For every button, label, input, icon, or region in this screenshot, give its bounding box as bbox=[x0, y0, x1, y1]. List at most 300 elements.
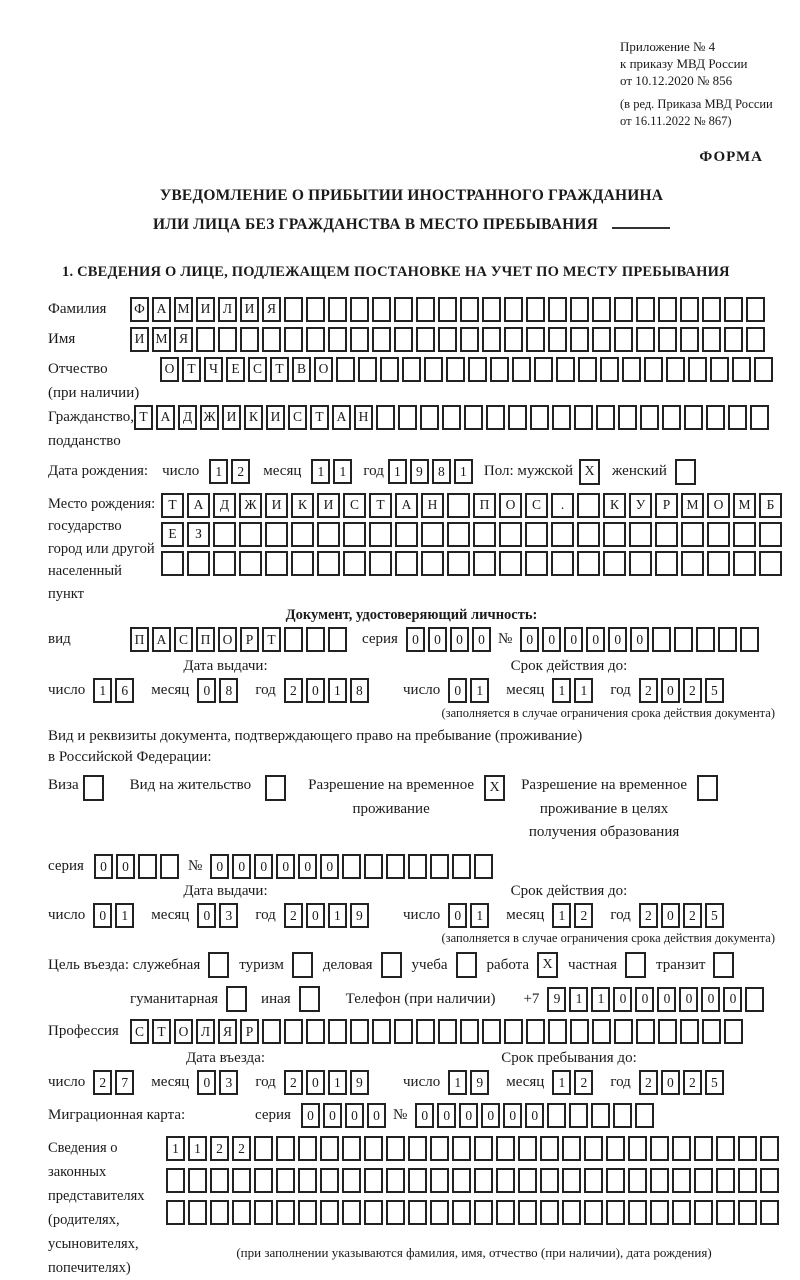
form-cell[interactable]: 8 bbox=[350, 678, 369, 703]
form-cell[interactable] bbox=[724, 1019, 743, 1044]
form-cell[interactable]: П bbox=[196, 627, 215, 652]
form-cell[interactable] bbox=[276, 1168, 295, 1193]
form-cell[interactable] bbox=[265, 551, 288, 576]
form-cell[interactable]: М bbox=[733, 493, 756, 518]
form-cell[interactable]: 6 bbox=[115, 678, 134, 703]
form-cell[interactable] bbox=[724, 297, 743, 322]
form-cell[interactable] bbox=[239, 522, 262, 547]
form-cell[interactable]: 0 bbox=[306, 678, 325, 703]
form-cell[interactable] bbox=[276, 1136, 295, 1161]
form-cell[interactable] bbox=[618, 405, 637, 430]
form-cell[interactable]: 2 bbox=[232, 1136, 251, 1161]
form-cell[interactable] bbox=[584, 1168, 603, 1193]
form-cell[interactable] bbox=[210, 1168, 229, 1193]
form-cell[interactable] bbox=[482, 297, 501, 322]
form-cell[interactable] bbox=[438, 327, 457, 352]
form-cell[interactable] bbox=[584, 1200, 603, 1225]
form-cell[interactable] bbox=[551, 522, 574, 547]
form-cell[interactable] bbox=[342, 1136, 361, 1161]
purpose-tranzit-checkbox[interactable] bbox=[713, 952, 734, 978]
form-cell[interactable] bbox=[745, 987, 764, 1012]
form-cell[interactable]: 0 bbox=[520, 627, 539, 652]
form-cell[interactable]: К bbox=[244, 405, 263, 430]
form-cell[interactable]: О bbox=[218, 627, 237, 652]
form-cell[interactable] bbox=[526, 327, 545, 352]
form-cell[interactable] bbox=[650, 1136, 669, 1161]
form-cell[interactable] bbox=[710, 357, 729, 382]
form-cell[interactable] bbox=[284, 627, 303, 652]
form-cell[interactable]: 5 bbox=[705, 678, 724, 703]
form-cell[interactable]: 2 bbox=[284, 903, 303, 928]
form-cell[interactable]: 0 bbox=[679, 987, 698, 1012]
form-cell[interactable]: И bbox=[317, 493, 340, 518]
form-cell[interactable] bbox=[738, 1200, 757, 1225]
purpose-inaya-checkbox[interactable] bbox=[299, 986, 320, 1012]
form-cell[interactable] bbox=[380, 357, 399, 382]
form-cell[interactable]: 8 bbox=[432, 459, 451, 484]
form-cell[interactable] bbox=[320, 1200, 339, 1225]
form-cell[interactable]: 1 bbox=[574, 678, 593, 703]
form-cell[interactable]: 2 bbox=[284, 678, 303, 703]
form-cell[interactable]: 1 bbox=[552, 1070, 571, 1095]
form-cell[interactable] bbox=[716, 1168, 735, 1193]
form-cell[interactable] bbox=[592, 297, 611, 322]
form-cell[interactable]: И bbox=[222, 405, 241, 430]
form-cell[interactable]: И bbox=[266, 405, 285, 430]
form-cell[interactable] bbox=[577, 493, 600, 518]
form-cell[interactable]: 0 bbox=[210, 854, 229, 879]
form-cell[interactable]: 1 bbox=[552, 903, 571, 928]
form-cell[interactable]: И bbox=[240, 297, 259, 322]
form-cell[interactable] bbox=[460, 297, 479, 322]
form-cell[interactable]: 0 bbox=[94, 854, 113, 879]
form-cell[interactable]: П bbox=[130, 627, 149, 652]
form-cell[interactable]: 0 bbox=[306, 1070, 325, 1095]
form-cell[interactable] bbox=[160, 854, 179, 879]
form-cell[interactable]: 8 bbox=[219, 678, 238, 703]
form-cell[interactable]: М bbox=[152, 327, 171, 352]
form-cell[interactable] bbox=[188, 1168, 207, 1193]
form-cell[interactable] bbox=[728, 405, 747, 430]
form-cell[interactable]: Е bbox=[161, 522, 184, 547]
form-cell[interactable] bbox=[628, 1168, 647, 1193]
form-cell[interactable]: 1 bbox=[552, 678, 571, 703]
form-cell[interactable] bbox=[680, 327, 699, 352]
form-cell[interactable] bbox=[350, 327, 369, 352]
form-cell[interactable] bbox=[364, 1200, 383, 1225]
form-cell[interactable]: 9 bbox=[350, 903, 369, 928]
form-cell[interactable]: Я bbox=[262, 297, 281, 322]
option-visa-checkbox[interactable] bbox=[83, 775, 104, 801]
form-cell[interactable]: 1 bbox=[115, 903, 134, 928]
form-cell[interactable] bbox=[474, 1136, 493, 1161]
form-cell[interactable]: 0 bbox=[320, 854, 339, 879]
form-cell[interactable] bbox=[284, 297, 303, 322]
form-cell[interactable] bbox=[518, 1168, 537, 1193]
form-cell[interactable]: 2 bbox=[639, 678, 658, 703]
form-cell[interactable] bbox=[306, 327, 325, 352]
form-cell[interactable]: 0 bbox=[586, 627, 605, 652]
form-cell[interactable]: С bbox=[343, 493, 366, 518]
form-cell[interactable] bbox=[540, 1168, 559, 1193]
purpose-chastnaya-checkbox[interactable] bbox=[625, 952, 646, 978]
form-cell[interactable] bbox=[490, 357, 509, 382]
form-cell[interactable]: В bbox=[292, 357, 311, 382]
form-cell[interactable] bbox=[320, 1136, 339, 1161]
form-cell[interactable] bbox=[592, 1019, 611, 1044]
form-cell[interactable]: 2 bbox=[683, 1070, 702, 1095]
form-cell[interactable] bbox=[759, 551, 782, 576]
form-cell[interactable]: 0 bbox=[276, 854, 295, 879]
form-cell[interactable]: Р bbox=[655, 493, 678, 518]
form-cell[interactable]: О bbox=[499, 493, 522, 518]
form-cell[interactable] bbox=[328, 1019, 347, 1044]
form-cell[interactable] bbox=[328, 297, 347, 322]
form-cell[interactable]: О bbox=[707, 493, 730, 518]
form-cell[interactable] bbox=[239, 551, 262, 576]
form-cell[interactable] bbox=[636, 1019, 655, 1044]
form-cell[interactable]: 0 bbox=[608, 627, 627, 652]
form-cell[interactable] bbox=[738, 1136, 757, 1161]
form-cell[interactable] bbox=[504, 327, 523, 352]
form-cell[interactable] bbox=[421, 551, 444, 576]
form-cell[interactable] bbox=[213, 551, 236, 576]
form-cell[interactable] bbox=[369, 551, 392, 576]
form-cell[interactable]: С bbox=[288, 405, 307, 430]
form-cell[interactable] bbox=[760, 1168, 779, 1193]
form-cell[interactable] bbox=[540, 1200, 559, 1225]
form-cell[interactable] bbox=[680, 1019, 699, 1044]
form-cell[interactable] bbox=[474, 1200, 493, 1225]
option-residence-permit-checkbox[interactable] bbox=[265, 775, 286, 801]
form-cell[interactable] bbox=[525, 522, 548, 547]
form-cell[interactable] bbox=[430, 1168, 449, 1193]
form-cell[interactable] bbox=[473, 551, 496, 576]
form-cell[interactable]: 7 bbox=[115, 1070, 134, 1095]
form-cell[interactable] bbox=[452, 1168, 471, 1193]
form-cell[interactable] bbox=[306, 627, 325, 652]
form-cell[interactable]: Д bbox=[178, 405, 197, 430]
form-cell[interactable] bbox=[613, 1103, 632, 1128]
form-cell[interactable]: 0 bbox=[661, 1070, 680, 1095]
form-cell[interactable]: Е bbox=[226, 357, 245, 382]
form-cell[interactable]: З bbox=[187, 522, 210, 547]
form-cell[interactable] bbox=[570, 297, 589, 322]
form-cell[interactable] bbox=[518, 1200, 537, 1225]
form-cell[interactable] bbox=[606, 1200, 625, 1225]
form-cell[interactable]: 0 bbox=[93, 903, 112, 928]
form-cell[interactable] bbox=[658, 297, 677, 322]
form-cell[interactable]: 0 bbox=[367, 1103, 386, 1128]
form-cell[interactable] bbox=[446, 357, 465, 382]
form-cell[interactable] bbox=[548, 327, 567, 352]
form-cell[interactable] bbox=[343, 551, 366, 576]
form-cell[interactable] bbox=[420, 405, 439, 430]
form-cell[interactable]: Т bbox=[369, 493, 392, 518]
form-cell[interactable] bbox=[584, 1136, 603, 1161]
form-cell[interactable] bbox=[232, 1200, 251, 1225]
form-cell[interactable]: 5 bbox=[705, 903, 724, 928]
form-cell[interactable] bbox=[482, 1019, 501, 1044]
form-cell[interactable] bbox=[496, 1200, 515, 1225]
form-cell[interactable] bbox=[210, 1200, 229, 1225]
form-cell[interactable] bbox=[603, 522, 626, 547]
form-cell[interactable]: 0 bbox=[448, 903, 467, 928]
form-cell[interactable] bbox=[760, 1136, 779, 1161]
form-cell[interactable] bbox=[291, 551, 314, 576]
form-cell[interactable] bbox=[574, 405, 593, 430]
form-cell[interactable] bbox=[518, 1136, 537, 1161]
form-cell[interactable]: Р bbox=[240, 627, 259, 652]
form-cell[interactable]: 1 bbox=[454, 459, 473, 484]
form-cell[interactable] bbox=[460, 1019, 479, 1044]
form-cell[interactable] bbox=[760, 1200, 779, 1225]
form-cell[interactable] bbox=[408, 854, 427, 879]
form-cell[interactable] bbox=[496, 1136, 515, 1161]
form-cell[interactable] bbox=[447, 522, 470, 547]
form-cell[interactable] bbox=[161, 551, 184, 576]
form-cell[interactable]: 0 bbox=[254, 854, 273, 879]
form-cell[interactable] bbox=[534, 357, 553, 382]
form-cell[interactable] bbox=[694, 1168, 713, 1193]
form-cell[interactable] bbox=[562, 1136, 581, 1161]
form-cell[interactable] bbox=[569, 1103, 588, 1128]
form-cell[interactable]: 0 bbox=[661, 678, 680, 703]
form-cell[interactable] bbox=[254, 1200, 273, 1225]
form-cell[interactable] bbox=[474, 1168, 493, 1193]
form-cell[interactable] bbox=[328, 627, 347, 652]
form-cell[interactable]: 1 bbox=[591, 987, 610, 1012]
form-cell[interactable] bbox=[512, 357, 531, 382]
form-cell[interactable] bbox=[452, 854, 471, 879]
form-cell[interactable]: А bbox=[152, 297, 171, 322]
sex-male-checkbox[interactable]: X bbox=[579, 459, 600, 485]
form-cell[interactable]: Т bbox=[262, 627, 281, 652]
form-cell[interactable] bbox=[672, 1136, 691, 1161]
form-cell[interactable] bbox=[196, 327, 215, 352]
form-cell[interactable]: 1 bbox=[93, 678, 112, 703]
form-cell[interactable]: 0 bbox=[613, 987, 632, 1012]
form-cell[interactable]: 0 bbox=[301, 1103, 320, 1128]
form-cell[interactable] bbox=[551, 551, 574, 576]
form-cell[interactable] bbox=[540, 1136, 559, 1161]
form-cell[interactable] bbox=[438, 1019, 457, 1044]
form-cell[interactable] bbox=[284, 1019, 303, 1044]
form-cell[interactable] bbox=[499, 522, 522, 547]
form-cell[interactable] bbox=[706, 405, 725, 430]
form-cell[interactable] bbox=[474, 854, 493, 879]
form-cell[interactable] bbox=[416, 327, 435, 352]
form-cell[interactable] bbox=[317, 522, 340, 547]
form-cell[interactable]: Н bbox=[421, 493, 444, 518]
form-cell[interactable]: 2 bbox=[284, 1070, 303, 1095]
form-cell[interactable]: 1 bbox=[328, 1070, 347, 1095]
option-temp-residence-education-checkbox[interactable] bbox=[697, 775, 718, 801]
form-cell[interactable]: 0 bbox=[481, 1103, 500, 1128]
form-cell[interactable] bbox=[328, 327, 347, 352]
form-cell[interactable] bbox=[591, 1103, 610, 1128]
purpose-sluzhebnaya-checkbox[interactable] bbox=[208, 952, 229, 978]
form-cell[interactable] bbox=[499, 551, 522, 576]
form-cell[interactable] bbox=[759, 522, 782, 547]
form-cell[interactable]: О bbox=[314, 357, 333, 382]
form-cell[interactable]: А bbox=[156, 405, 175, 430]
form-cell[interactable]: 1 bbox=[333, 459, 352, 484]
form-cell[interactable] bbox=[508, 405, 527, 430]
form-cell[interactable] bbox=[364, 854, 383, 879]
form-cell[interactable]: 0 bbox=[415, 1103, 434, 1128]
form-cell[interactable]: 0 bbox=[406, 627, 425, 652]
form-cell[interactable] bbox=[636, 297, 655, 322]
form-cell[interactable]: 1 bbox=[209, 459, 228, 484]
form-cell[interactable] bbox=[394, 1019, 413, 1044]
form-cell[interactable] bbox=[240, 327, 259, 352]
form-cell[interactable] bbox=[254, 1136, 273, 1161]
form-cell[interactable]: С bbox=[174, 627, 193, 652]
form-cell[interactable] bbox=[188, 1200, 207, 1225]
form-cell[interactable]: 1 bbox=[448, 1070, 467, 1095]
sex-female-checkbox[interactable] bbox=[675, 459, 696, 485]
form-cell[interactable] bbox=[707, 522, 730, 547]
form-cell[interactable] bbox=[166, 1200, 185, 1225]
form-cell[interactable] bbox=[262, 327, 281, 352]
form-cell[interactable] bbox=[750, 405, 769, 430]
form-cell[interactable]: Ч bbox=[204, 357, 223, 382]
form-cell[interactable]: 1 bbox=[188, 1136, 207, 1161]
form-cell[interactable]: 2 bbox=[683, 678, 702, 703]
form-cell[interactable]: 0 bbox=[448, 678, 467, 703]
form-cell[interactable] bbox=[702, 297, 721, 322]
form-cell[interactable]: 5 bbox=[705, 1070, 724, 1095]
form-cell[interactable] bbox=[486, 405, 505, 430]
form-cell[interactable] bbox=[629, 522, 652, 547]
form-cell[interactable] bbox=[600, 357, 619, 382]
form-cell[interactable] bbox=[424, 357, 443, 382]
form-cell[interactable] bbox=[372, 327, 391, 352]
form-cell[interactable]: 2 bbox=[231, 459, 250, 484]
form-cell[interactable] bbox=[658, 1019, 677, 1044]
form-cell[interactable]: 0 bbox=[525, 1103, 544, 1128]
form-cell[interactable] bbox=[603, 551, 626, 576]
form-cell[interactable]: 0 bbox=[197, 1070, 216, 1095]
form-cell[interactable] bbox=[416, 1019, 435, 1044]
form-cell[interactable] bbox=[650, 1168, 669, 1193]
form-cell[interactable]: 2 bbox=[574, 903, 593, 928]
form-cell[interactable] bbox=[298, 1168, 317, 1193]
form-cell[interactable] bbox=[562, 1200, 581, 1225]
form-cell[interactable]: 0 bbox=[197, 678, 216, 703]
form-cell[interactable]: 9 bbox=[350, 1070, 369, 1095]
form-cell[interactable]: 0 bbox=[428, 627, 447, 652]
form-cell[interactable]: У bbox=[629, 493, 652, 518]
form-cell[interactable] bbox=[724, 327, 743, 352]
form-cell[interactable] bbox=[716, 1200, 735, 1225]
form-cell[interactable] bbox=[394, 297, 413, 322]
form-cell[interactable] bbox=[688, 357, 707, 382]
form-cell[interactable]: 0 bbox=[232, 854, 251, 879]
form-cell[interactable] bbox=[577, 551, 600, 576]
form-cell[interactable] bbox=[464, 405, 483, 430]
form-cell[interactable] bbox=[578, 357, 597, 382]
form-cell[interactable] bbox=[473, 522, 496, 547]
form-cell[interactable] bbox=[421, 522, 444, 547]
form-cell[interactable] bbox=[452, 1200, 471, 1225]
form-cell[interactable] bbox=[672, 1200, 691, 1225]
form-cell[interactable] bbox=[504, 1019, 523, 1044]
form-cell[interactable] bbox=[570, 327, 589, 352]
form-cell[interactable]: 2 bbox=[210, 1136, 229, 1161]
form-cell[interactable] bbox=[525, 551, 548, 576]
form-cell[interactable] bbox=[372, 297, 391, 322]
form-cell[interactable]: Л bbox=[196, 1019, 215, 1044]
form-cell[interactable]: Я bbox=[218, 1019, 237, 1044]
purpose-turizm-checkbox[interactable] bbox=[292, 952, 313, 978]
form-cell[interactable] bbox=[577, 522, 600, 547]
form-cell[interactable] bbox=[342, 1200, 361, 1225]
form-cell[interactable]: 9 bbox=[410, 459, 429, 484]
form-cell[interactable] bbox=[386, 1136, 405, 1161]
form-cell[interactable]: Л bbox=[218, 297, 237, 322]
form-cell[interactable]: Т bbox=[270, 357, 289, 382]
purpose-ucheba-checkbox[interactable] bbox=[456, 952, 477, 978]
form-cell[interactable] bbox=[376, 405, 395, 430]
form-cell[interactable] bbox=[468, 357, 487, 382]
form-cell[interactable]: А bbox=[332, 405, 351, 430]
form-cell[interactable] bbox=[430, 1200, 449, 1225]
form-cell[interactable] bbox=[232, 1168, 251, 1193]
form-cell[interactable] bbox=[738, 1168, 757, 1193]
form-cell[interactable] bbox=[317, 551, 340, 576]
form-cell[interactable] bbox=[614, 297, 633, 322]
form-cell[interactable] bbox=[291, 522, 314, 547]
form-cell[interactable]: М bbox=[174, 297, 193, 322]
form-cell[interactable]: 2 bbox=[639, 1070, 658, 1095]
form-cell[interactable]: М bbox=[681, 493, 704, 518]
form-cell[interactable] bbox=[754, 357, 773, 382]
form-cell[interactable]: 1 bbox=[470, 678, 489, 703]
form-cell[interactable] bbox=[696, 627, 715, 652]
form-cell[interactable]: 3 bbox=[219, 903, 238, 928]
form-cell[interactable]: 9 bbox=[547, 987, 566, 1012]
purpose-gumanitarnaya-checkbox[interactable] bbox=[226, 986, 247, 1012]
form-cell[interactable] bbox=[733, 522, 756, 547]
form-cell[interactable]: А bbox=[395, 493, 418, 518]
form-cell[interactable]: 1 bbox=[328, 903, 347, 928]
form-cell[interactable]: 0 bbox=[542, 627, 561, 652]
form-cell[interactable]: . bbox=[551, 493, 574, 518]
form-cell[interactable]: О bbox=[160, 357, 179, 382]
form-cell[interactable] bbox=[452, 1136, 471, 1161]
form-cell[interactable]: 2 bbox=[639, 903, 658, 928]
form-cell[interactable]: К bbox=[603, 493, 626, 518]
form-cell[interactable] bbox=[658, 327, 677, 352]
form-cell[interactable] bbox=[606, 1168, 625, 1193]
form-cell[interactable]: 0 bbox=[723, 987, 742, 1012]
form-cell[interactable] bbox=[395, 551, 418, 576]
form-cell[interactable]: 1 bbox=[388, 459, 407, 484]
form-cell[interactable] bbox=[438, 297, 457, 322]
form-cell[interactable]: 0 bbox=[472, 627, 491, 652]
form-cell[interactable] bbox=[740, 627, 759, 652]
form-cell[interactable]: Я bbox=[174, 327, 193, 352]
form-cell[interactable] bbox=[681, 551, 704, 576]
form-cell[interactable]: 0 bbox=[564, 627, 583, 652]
form-cell[interactable] bbox=[350, 1019, 369, 1044]
purpose-delovaya-checkbox[interactable] bbox=[381, 952, 402, 978]
form-cell[interactable]: 1 bbox=[569, 987, 588, 1012]
form-cell[interactable] bbox=[447, 551, 470, 576]
form-cell[interactable] bbox=[343, 522, 366, 547]
